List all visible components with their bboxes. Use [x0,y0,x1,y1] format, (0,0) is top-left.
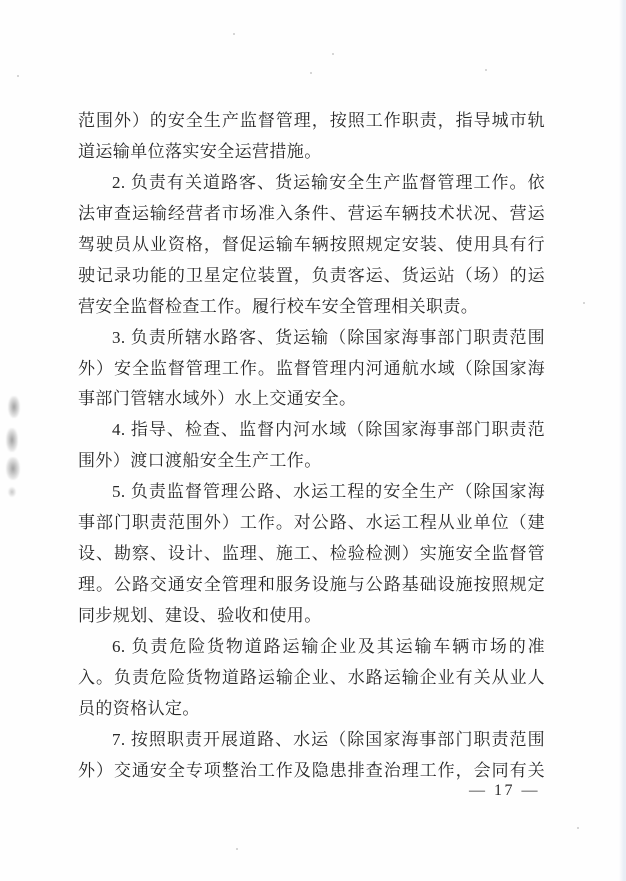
body-line: 法审查运输经营者市场准入条件、营运车辆技术状况、营运 [78,203,545,223]
body-line: 营安全监督检查工作。履行校车安全管理相关职责。 [78,296,479,316]
body-line: 事部门管辖水域外）水上交通安全。 [78,389,357,409]
body-line: 6. 负责危险货物道路运输企业及其运输车辆市场的准 [112,636,545,656]
page-number: — 17 — [469,782,540,799]
body-line: 5. 负责监督管理公路、水运工程的安全生产（除国家海 [112,482,545,502]
scan-speck [236,848,238,850]
body-line: 驾驶员从业资格，督促运输车辆按照规定安装、使用具有行 [78,234,545,254]
body-line: 2. 负责有关道路客、货运输安全生产监督管理工作。依 [112,172,545,192]
body-line: 员的资格认定。 [78,698,200,718]
scan-speck [577,827,579,829]
scan-speck [17,75,19,77]
body-line: 同步规划、建设、验收和使用。 [78,606,322,625]
body-line: 入。负责危险货物道路运输企业、水路运输企业有关从业人 [78,667,545,687]
scan-smudge [6,428,18,452]
body-line: 范围外）的安全生产监督管理，按照工作职责，指导城市轨 [78,111,545,130]
body-line: 设、勘察、设计、监理、施工、检验检测）实施安全监督管 [78,544,545,564]
body-line: 理。公路交通安全管理和服务设施与公路基础设施按照规定 [78,575,545,595]
body-line: 外）安全监督管理工作。监督管理内河通航水域（除国家海 [78,358,545,378]
body-line: 道运输单位落实安全运营措施。 [78,141,322,161]
scan-smudge [8,396,20,418]
body-line: 外）交通安全专项整治工作及隐患排查治理工作，会同有关 [78,760,545,780]
scan-speck [332,53,334,55]
scan-speck [583,302,585,304]
scan-speck [233,33,235,35]
body-line: 驶记录功能的卫星定位装置，负责客运、货运站（场）的运 [78,265,545,285]
scan-speck [310,72,312,74]
scan-edge-shadow [619,0,626,881]
document-body [78,106,545,787]
body-line: 4. 指导、检查、监督内河水域（除国家海事部门职责范 [112,420,545,440]
scan-smudge [6,457,20,480]
body-line: 7. 按照职责开展道路、水运（除国家海事部门职责范围 [112,729,545,749]
body-line: 围外）渡口渡船安全生产工作。 [78,451,322,471]
scan-speck [485,69,487,71]
body-line: 3. 负责所辖水路客、货运输（除国家海事部门职责范围 [112,327,545,347]
scan-smudge [8,487,16,497]
body-line: 事部门职责范围外）工作。对公路、水运工程从业单位（建 [78,513,545,533]
